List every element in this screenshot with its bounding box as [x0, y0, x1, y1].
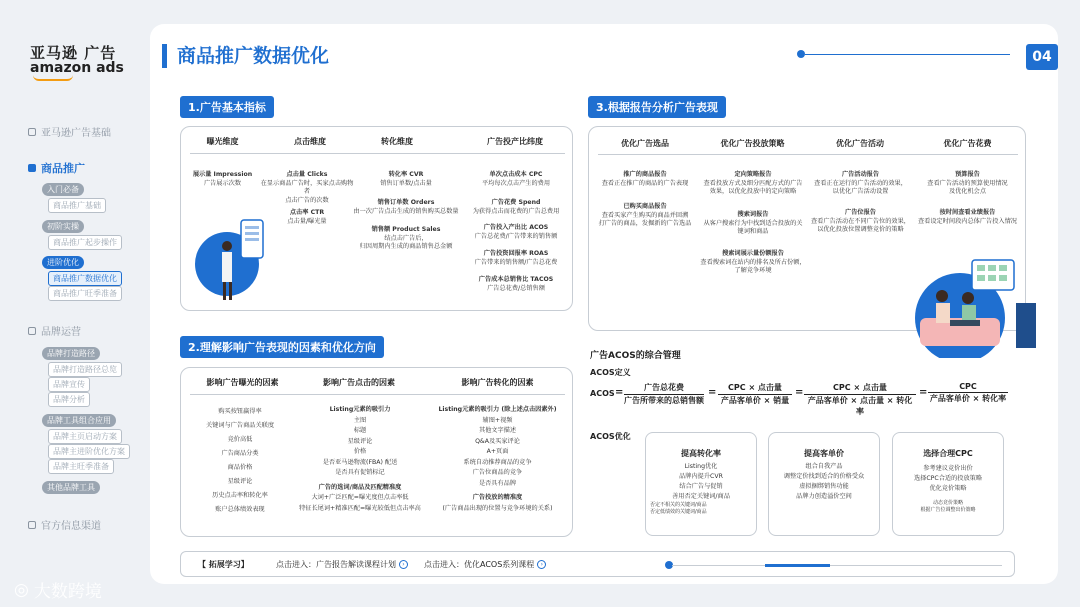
col-header: 广告投产比纬度	[487, 137, 543, 146]
expand-learning-label: 【 拓展学习】	[198, 560, 249, 569]
metric-text: 展示量 Impression 广告展示次数	[192, 171, 253, 187]
progress-bar	[765, 564, 830, 567]
section-2-heading: 2.理解影响广告表现的因素和优化方向	[180, 336, 384, 358]
report-text: 预算报告 查看广告活动的预算使用情况 及优化机会点	[927, 171, 1008, 195]
page-title: 商品推广数据优化	[162, 44, 329, 68]
report-text: 广告活动报告 查看正在运行的广告活动的效果， 以优化广告活动设置	[814, 171, 907, 195]
metric-text: 销售额 Product Sales 结点击广告后， 归因周期内生成的商品销售总金额	[359, 226, 453, 250]
divider	[190, 394, 565, 395]
divider	[190, 153, 565, 154]
factor-item: 价格	[353, 448, 367, 455]
nav-group-beginner[interactable]: 入门必备	[42, 183, 84, 196]
section-1-heading: 1.广告基本指标	[180, 96, 274, 118]
progress-line	[805, 54, 1010, 55]
factor-item: 星级评论	[347, 437, 373, 445]
report-text: 按时间查看业绩报告 查看设定时间段内总体广告投入情况	[918, 209, 1017, 225]
col-header: 转化维度	[381, 137, 413, 146]
nav-item-sp-peak[interactable]: 商品推广旺季准备	[48, 286, 122, 301]
phone-illustration	[193, 212, 273, 304]
col-header: 优化广告投放策略	[720, 139, 785, 148]
amazon-ads-logo-text: amazon ads	[30, 60, 124, 76]
factor-item: 购买按钮赢得率	[218, 408, 262, 415]
factor-item: 其他文字描述	[478, 427, 517, 434]
page-number: 04	[1026, 44, 1058, 70]
nav-item-brand-advanced[interactable]: 品牌主进阶优化方案	[48, 444, 130, 459]
factor-item: 辅图+视频	[482, 416, 513, 424]
report-text: 广告位报告 查看广告活动在不同广告位的效果， 以优化投放位置调整竞价的策略	[811, 209, 910, 233]
opt-note: 动态竞价策略 根据广告位调整出价策略	[920, 500, 976, 513]
nav-group-junior[interactable]: 初阶实操	[42, 220, 84, 233]
factor-item: 标题	[353, 427, 367, 434]
watermark: ◎ 大数跨境	[14, 579, 102, 602]
opt-list: Listing优化 品牌内提升CVR 结合广告与促销 善用否定关键词/商品	[672, 463, 730, 500]
equals-sign: =	[708, 387, 717, 398]
col-header: 曝光维度	[206, 137, 239, 146]
factor-item: 是否具有品牌	[478, 479, 517, 487]
metric-text: 单次点击成本 CPC 平均每次点击产生的费用	[481, 171, 551, 187]
col-header: 影响广告转化的因素	[461, 378, 534, 387]
nav-item-brand-peak[interactable]: 品牌主旺季准备	[48, 459, 114, 474]
acos-label: ACOS	[590, 389, 615, 398]
acos-def-label: ACOS定义	[590, 368, 631, 377]
opt-title: 提高转化率	[681, 449, 721, 458]
metric-text: 转化率 CVR 销售订单数/点击量	[380, 171, 432, 187]
acos-fraction: 广告总花费 广告所带来的总销售额	[624, 383, 704, 405]
factor-item: 星级评论	[227, 478, 253, 485]
col-header: 影响广告曝光的因素	[206, 378, 279, 387]
metric-text: 点击率 CTR 点击量/曝光量	[287, 209, 327, 225]
opt-title: 提高客单价	[804, 449, 844, 458]
factor-item: 特征长尾词+精准匹配=曝光较低但点击率高	[299, 504, 421, 512]
watermark-logo-icon: ◎	[14, 579, 29, 600]
progress-dot	[797, 50, 805, 58]
factor-item: 广告投放的精准度	[472, 494, 523, 501]
nav-sponsored-products[interactable]: 商品推广	[28, 160, 85, 176]
metric-text: 广告投入产出比 ACOS 广告总花费/广告带来的销售额	[474, 224, 558, 240]
col-header: 优化广告花费	[943, 139, 992, 148]
acos-heading: 广告ACOS的综合管理	[590, 351, 681, 361]
factor-item: 历史点击率和转化率	[212, 492, 268, 499]
report-text: 推广的商品报告 查看正在推广的商品的广告表现	[601, 171, 689, 187]
nav-item-brand-promo[interactable]: 品牌宣传	[48, 377, 90, 392]
factor-item: 广告的选词/商品及匹配精准度	[318, 483, 402, 491]
report-text: 搜索词报告 从客户搜索行为中找到适合投放的关 键词和商品	[703, 211, 803, 235]
factor-item: 是否具有促销标记	[335, 469, 385, 476]
metric-text: 广告成本总销售比 TACOS 广告总花费/总销售额	[478, 276, 554, 292]
square-icon	[28, 327, 36, 335]
factor-item: 系统自动推荐商品的竞争	[463, 458, 532, 466]
opt-title: 选择合理CPC	[923, 449, 973, 458]
metric-text: 点击量 Clicks 在显示商品广告时，买家点击购物者 点击广告的次数	[260, 171, 354, 204]
amazon-ads-logo: 亚马逊 广告	[30, 44, 117, 62]
factor-item: 是否亚马逊物流(FBA) 配送	[322, 458, 398, 466]
square-icon	[28, 521, 36, 529]
report-text: 已购买商品报告 查看买家产生购买的商品并回溯 打广告的商品，发掘新的广告选品	[598, 203, 692, 227]
nav-group-other-tools[interactable]: 其他品牌工具	[42, 481, 100, 494]
opt-list: 组合自我产品 调整定价找到适合的价格受众 虚拟捆绑销售功能 品牌力创造溢价空间	[783, 463, 865, 500]
factor-list-exposure	[180, 405, 300, 517]
nav-item-sp-start[interactable]: 商品推广起步操作	[48, 235, 122, 250]
nav-item-brand-launch[interactable]: 品牌主页启动方案	[48, 429, 122, 444]
acos-fraction: CPC 产品客单价 × 转化率	[929, 382, 1007, 403]
nav-item-brand-overview[interactable]: 品牌打造路径总览	[48, 362, 122, 377]
factor-item: 主图	[353, 416, 367, 424]
opt-note: 否定不相关的关键词/商品 否定低绩效的关键词/商品	[650, 502, 707, 515]
metric-text: 广告花费 Spend 为获得点击而花费的广告总费用	[472, 199, 560, 215]
factor-item: 竞价高低	[227, 436, 253, 443]
report-text: 搜索词展示量份额报告 查看搜索词在站内的排名及所占份额， 了解竞争环境	[700, 250, 806, 274]
divider	[598, 154, 1018, 155]
acos-fraction: CPC × 点击量 产品客单价 × 销量	[718, 382, 792, 406]
couple-laptop-illustration	[890, 248, 1050, 358]
square-icon	[28, 164, 36, 172]
nav-basics[interactable]: 亚马逊广告基础	[28, 124, 111, 139]
col-header: 影响广告点击的因素	[323, 378, 395, 387]
factor-item: 广告位商品的竞争	[472, 469, 523, 476]
nav-item-sp-basics[interactable]: 商品推广基础	[48, 198, 106, 213]
nav-item-brand-analytics[interactable]: 品牌分析	[48, 392, 90, 407]
factor-item: Q&A及买家评论	[475, 437, 520, 445]
section-3-heading: 3.根据报告分析广告表现	[588, 96, 726, 118]
factor-item: 广告商品分类	[221, 450, 259, 457]
equals-sign: =	[919, 387, 928, 398]
arrow-circle-icon: ›	[537, 560, 546, 569]
factor-item: 商品价格	[227, 464, 253, 471]
nav-item-sp-data-opt[interactable]: 商品推广数据优化	[48, 271, 122, 286]
nav-group-advanced[interactable]: 进阶优化	[42, 256, 84, 269]
col-header: 优化广告选品	[621, 139, 669, 148]
acos-fraction: CPC × 点击量 产品客单价 × 点击量 × 转化率	[804, 382, 916, 417]
nav-group-brand-tools[interactable]: 品牌工具组合应用	[42, 414, 116, 427]
metric-text: 销售订单数 Orders 由一次广告点击生成的销售购买总数量	[353, 199, 459, 215]
arrow-circle-icon: ›	[399, 560, 408, 569]
link-acos-course[interactable]: 点击进入：优化ACOS系列课程 ›	[424, 559, 546, 570]
square-icon	[28, 128, 36, 136]
factor-item: 账户总体绩效表现	[215, 506, 265, 513]
factor-list-click	[295, 405, 425, 514]
factor-item: Listing元素的吸引力	[329, 406, 391, 413]
link-report-course[interactable]: 点击进入：广告报告解读课程计划 ›	[276, 559, 408, 570]
nav-brand-ops[interactable]: 品牌运营	[28, 323, 81, 338]
equals-sign: =	[795, 387, 804, 398]
acos-opt-label: ACOS优化	[590, 432, 631, 441]
equals-sign: =	[615, 387, 624, 398]
factor-item: Listing元素的吸引力 (除上述点击因素外)	[438, 406, 557, 413]
nav-official-channels[interactable]: 官方信息渠道	[28, 517, 101, 532]
factor-item: A+页面	[486, 448, 509, 455]
sidebar	[0, 0, 150, 607]
col-header: 点击维度	[294, 137, 326, 146]
factor-item: 大词+广泛匹配=曝光度但点击率低	[311, 494, 409, 501]
metric-text: 广告投资回报率 ROAS 广告带来的销售额/广告总花费	[474, 250, 558, 266]
amazon-smile-icon	[33, 75, 73, 81]
nav-group-brand-path[interactable]: 品牌打造路径	[42, 347, 100, 360]
col-header: 优化广告活动	[836, 139, 884, 148]
factor-list-conversion	[425, 405, 570, 514]
factor-item: 关键词与广告商品关联度	[205, 422, 275, 429]
report-text: 定向策略报告 查看投放方式及细分匹配方式的广告 效果，以优化投放中的定向策略	[703, 171, 803, 195]
opt-list: 参考建议竞价出价 选择CPC合适的投放策略 优化竞价策略	[913, 465, 983, 492]
progress-track	[672, 565, 1002, 566]
factor-item: (广告商品出现的位置与竞争环境的关系)	[442, 504, 553, 512]
